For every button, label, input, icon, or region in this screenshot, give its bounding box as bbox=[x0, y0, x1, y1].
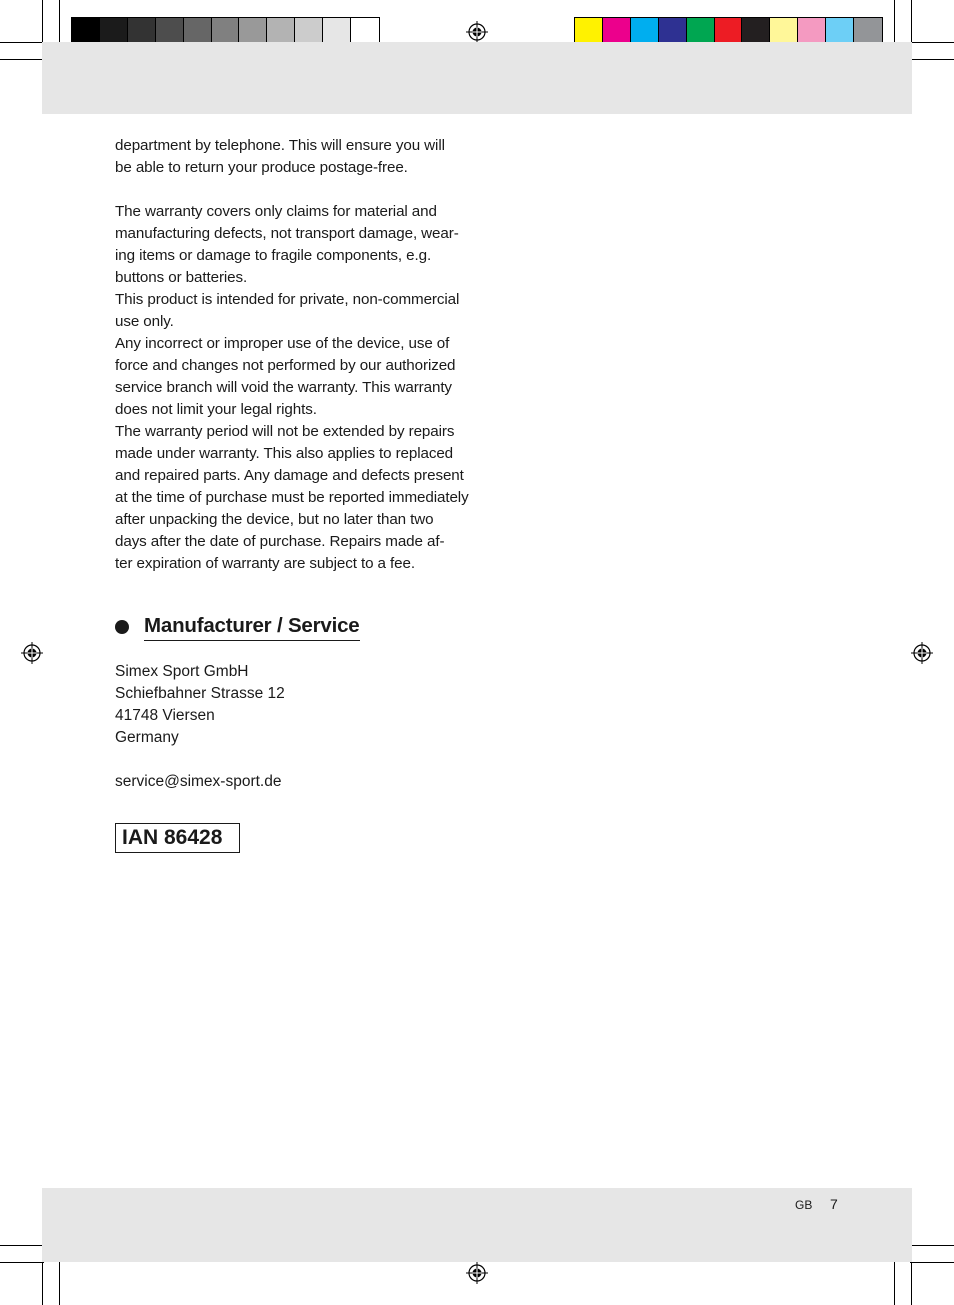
manufacturer-address bbox=[115, 661, 285, 793]
ian-number: IAN 86428 bbox=[115, 823, 240, 853]
registration-mark-icon bbox=[466, 21, 488, 43]
warranty-text bbox=[115, 135, 470, 575]
paragraph: This product is intended for private, non-commercial use only. bbox=[115, 291, 460, 330]
color-swatch bbox=[295, 18, 323, 44]
registration-mark-icon bbox=[466, 1262, 488, 1284]
crop-mark bbox=[894, 0, 895, 44]
color-swatch bbox=[770, 18, 798, 44]
registration-mark-icon bbox=[21, 642, 43, 664]
color-swatch bbox=[351, 18, 379, 44]
color-swatch bbox=[631, 18, 659, 44]
street: Schiefbahner Strasse 12 bbox=[115, 685, 285, 702]
crop-mark bbox=[911, 1261, 912, 1305]
service-email: service@simex-sport.de bbox=[115, 773, 282, 790]
color-swatch bbox=[715, 18, 743, 44]
paragraph: The warranty covers only claims for material and manufacturing defects, not transport damage, wear- ing items or damage to fragile components, e.g. buttons or batteries. bbox=[115, 203, 459, 286]
crop-mark bbox=[0, 42, 44, 43]
crop-mark bbox=[59, 1261, 60, 1305]
section-title: Manufacturer / Service bbox=[144, 613, 360, 641]
crop-mark bbox=[0, 1245, 44, 1246]
color-swatch bbox=[100, 18, 128, 44]
company-name: Simex Sport GmbH bbox=[115, 663, 249, 680]
footer-language: GB bbox=[795, 1198, 813, 1212]
city: 41748 Viersen bbox=[115, 707, 215, 724]
color-swatch bbox=[156, 18, 184, 44]
country: Germany bbox=[115, 729, 179, 746]
color-swatch bbox=[575, 18, 603, 44]
crop-mark bbox=[59, 0, 60, 44]
color-swatch bbox=[854, 18, 882, 44]
color-swatch bbox=[742, 18, 770, 44]
color-swatch bbox=[128, 18, 156, 44]
paragraph: Any incorrect or improper use of the device, use of force and changes not performed by our authorized service branch will void the warranty. This warranty does not limit your legal rights. bbox=[115, 335, 456, 418]
address-gap bbox=[115, 749, 285, 771]
color-swatch bbox=[603, 18, 631, 44]
crop-mark bbox=[42, 1261, 43, 1305]
crop-mark bbox=[911, 0, 912, 44]
color-swatch bbox=[826, 18, 854, 44]
color-bar bbox=[574, 17, 883, 45]
crop-mark bbox=[910, 1262, 954, 1263]
color-swatch bbox=[212, 18, 240, 44]
bullet-icon bbox=[115, 620, 129, 634]
color-swatch bbox=[323, 18, 351, 44]
crop-mark bbox=[910, 42, 954, 43]
paragraph: department by telephone. This will ensure you will be able to return your produce postage-free. bbox=[115, 137, 445, 176]
color-swatch bbox=[184, 18, 212, 44]
paragraph: The warranty period will not be extended by repairs made under warranty. This also applies to replaced and repaired parts. Any damage and defects present at the time of purchase must be reported immediately after unpacking the device, but no later than two days after the date of purchase. Repairs made af- ter expiration of warranty are subject to a fee. bbox=[115, 423, 469, 572]
color-swatch bbox=[267, 18, 295, 44]
paragraph-gap bbox=[115, 179, 470, 201]
crop-mark bbox=[910, 59, 954, 60]
crop-mark bbox=[0, 59, 44, 60]
gray-scale-bar bbox=[71, 17, 380, 45]
crop-mark bbox=[42, 0, 43, 44]
color-swatch bbox=[798, 18, 826, 44]
footer-band bbox=[42, 1188, 912, 1262]
color-swatch bbox=[239, 18, 267, 44]
section-heading bbox=[115, 613, 360, 641]
color-swatch bbox=[72, 18, 100, 44]
color-swatch bbox=[659, 18, 687, 44]
crop-mark bbox=[910, 1245, 954, 1246]
registration-mark-icon bbox=[911, 642, 933, 664]
crop-mark bbox=[894, 1261, 895, 1305]
header-band bbox=[42, 42, 912, 114]
color-swatch bbox=[687, 18, 715, 44]
page-number: 7 bbox=[830, 1196, 838, 1212]
crop-mark bbox=[0, 1262, 44, 1263]
